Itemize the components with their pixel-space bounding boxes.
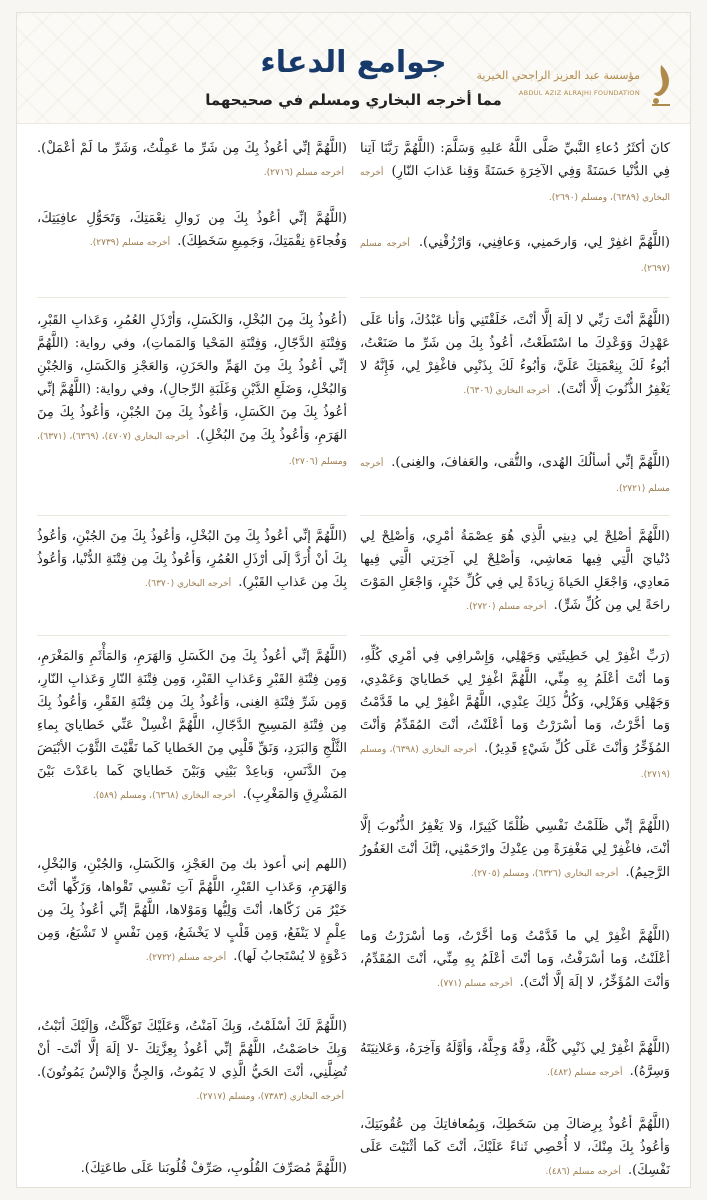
divider — [37, 515, 347, 516]
dua-text: (اللَّهُمَّ أنْتَ رَبِّي لا إلَهَ إلَّا أنْتَ، خَلَقْتَنِي وَأنا عَبْدُكَ، وَأنا عَلَى عَهْدِكَ وَوَعْدِكَ ما اسْتَطَعْتُ، أعُوذُ بِكَ مِن شَرِّ ما صَنَعْتُ، أبُوءُ لَكَ بِنِعْمَتِكَ عَلَيَّ، وَأبُوءُ لَكَ بِذَنْبِي فاغْفِرْ لِي، فَإِنَّهُ لا يَغْفِرُ الذُّنُوبَ إلَّا أنْتَ). — [360, 313, 670, 397]
hadith-reference: أخرجه مسلم (٤٨٦). — [545, 1167, 621, 1177]
dua-entry — [37, 137, 347, 185]
hadith-reference: أخرجه البخاري (٧٣٨٣)، ومسلم (٢٧١٧). — [196, 1092, 344, 1102]
dua-entry — [360, 231, 670, 281]
logo-subtitle: ABDUL AZIZ ALRAJHI FOUNDATION — [518, 89, 640, 97]
dua-text: (اللَّهُمَّ أصْلِحْ لِي دِينِي الَّذِي هُوَ عِصْمَةُ أمْرِي، وَأصْلِحْ لِي دُنْيايَ الَّتِي فِيها مَعاشِي، وَأصْلِحْ لِي آخِرَتِي الَّتِي فِيها مَعادِي، وَاجْعَلِ الحَياةَ زِيادَةً لِي فِي كُلِّ خَيْرٍ، وَاجْعَلِ المَوْتَ راحَةً لِي مِن كُلِّ شَرٍّ). — [360, 529, 670, 613]
dua-text: (اللَّهُمَّ إنِّي أعُوذُ بِكَ مِنَ الكَسَلِ وَالهَرَمِ، وَالمَأْثَمِ وَالمَغْرَمِ، وَمِن فِتْنَةِ القَبْرِ وَعَذابِ القَبْرِ، وَمِن فِتْنَةِ النّارِ وَعَذابِ النّارِ، وَمِن شَرِّ فِتْنَةِ الغِنى، وَأعُوذُ بِكَ مِن فِتْنَةِ الفَقْرِ، وَأعُوذُ بِكَ مِن فِتْنَةِ المَسِيحِ الدَّجّالِ، اللَّهُمَّ اغْسِلْ عَنِّي خَطايايَ بِماءِ الثَّلْجِ وَالبَرَدِ، وَنَقِّ قَلْبِي مِنَ الخَطايا كَما نَقَّيْتَ الثَّوْبَ الأبْيَضَ مِنَ الدَّنَسِ، وَباعِدْ بَيْنِي وَبَيْنَ خَطايايَ كَما باعَدْتَ بَيْنَ المَشْرِقِ وَالمَغْرِبِ). — [37, 649, 347, 802]
dua-entry — [360, 1113, 670, 1184]
dua-entry — [360, 925, 670, 996]
dua-text: (اللَّهُمَّ إنِّي أسألُكَ الهُدى، والتُّقى، والعَفافَ، والغِنى). — [391, 455, 670, 470]
dua-entry — [360, 645, 670, 787]
dua-entry — [37, 207, 347, 255]
page-subtitle: مما أخرجه البخاري ومسلم في صحيحهما — [205, 91, 502, 109]
hadith-reference: أخرجه مسلم (٧٧١). — [437, 979, 513, 989]
dua-entry — [360, 1037, 670, 1085]
hadith-reference: أخرجه البخاري (٦٣٠٦). — [463, 386, 550, 396]
divider — [360, 515, 670, 516]
dua-entry — [37, 1157, 347, 1180]
dua-entry — [37, 525, 347, 596]
dua-entry — [37, 1015, 347, 1109]
dua-text: (اللَّهُمَّ إنِّي أعُوذُ بِكَ مِن شَرِّ ما عَمِلْتُ، وَشَرِّ ما لَمْ أعْمَلْ). — [37, 141, 347, 156]
hadith-reference: أخرجه البخاري (٦٣٧٠). — [144, 579, 232, 589]
hadith-reference: أخرجه البخاري (٦٣٨٩)، ومسلم (٢٦٩٠). — [360, 168, 670, 203]
hadith-reference: أخرجه مسلم (٢٧٢٠). — [466, 602, 547, 612]
hadith-reference: أخرجه مسلم (٢٧٢٢). — [145, 953, 227, 963]
hadith-reference: أخرجه البخاري (٦٣٩٨)، ومسلم (٢٧١٩). — [360, 745, 670, 780]
hadith-reference: أخرجه مسلم (٢٧٣٩). — [89, 238, 171, 248]
dua-text: (اللَّهُمَّ اغفِرْ لِي، وَارحَمنِي، وَعافِنِي، وَارْزُقْنِي). — [418, 235, 670, 250]
dua-entry — [37, 645, 347, 808]
document-page — [16, 12, 691, 1188]
dua-text: (اللَّهُمَّ اغْفِرْ لِي ما قَدَّمْتُ وَما أخَّرْتُ، وَما أسْرَرْتُ وَما أعْلَنْتُ، وَما أسْرَفْتُ، وَما أنْتَ أعْلَمُ بِهِ مِنِّي، أنْتَ المُقَدِّمُ، وَأنْتَ المُؤَخِّرُ، لا إلَهَ إلَّا أنْتَ). — [360, 929, 670, 990]
header-banner — [17, 13, 690, 124]
hadith-reference: أخرجه مسلم (٢٧٢١). — [360, 459, 670, 494]
dua-entry — [360, 525, 670, 619]
divider — [360, 635, 670, 636]
divider — [37, 297, 347, 298]
dua-entry — [360, 309, 670, 403]
dua-text: (اللَّهُمَّ أعُوذُ بِرِضاكَ مِن سَخَطِكَ، وَبِمُعافاتِكَ مِن عُقُوبَتِكَ، وَأعُوذُ بِكَ مِنْكَ، لا أُحْصِي ثَناءً عَلَيْكَ، أنْتَ كَما أثْنَيْتَ عَلَى نَفْسِكَ). — [360, 1117, 670, 1178]
hadith-reference: أخرجه البخاري (٤٧٠٧)، (٦٣٦٩)، (٦٣٧١)، ومسلم (٢٧٠٦). — [37, 432, 347, 467]
dua-text: (اللَّهُمَّ إنِّي أعُوذُ بِكَ مِن زَوالِ نِعْمَتِكَ، وَتَحَوُّلِ عافِيَتِكَ، وَفُجاءَةِ نِقْمَتِكَ، وَجَمِيعِ سَخَطِكَ). — [37, 211, 347, 249]
dua-text: (اللَّهُمَّ إنِّي ظَلَمْتُ نَفْسِي ظُلْمًا كَثِيرًا، وَلا يَغْفِرُ الذُّنُوبَ إلَّا أنْتَ، فاغْفِرْ لِي مَغْفِرَةً مِن عِنْدِكَ وارْحَمْنِي، إنَّكَ أنْتَ الغَفُورُ الرَّحِيمُ). — [360, 819, 670, 880]
dua-entry — [360, 451, 670, 501]
logo-name: مؤسسة عبد العزيز الراجحي الخيرية — [476, 69, 640, 82]
divider — [37, 635, 347, 636]
divider — [360, 297, 670, 298]
hadith-reference: أخرجه البخاري (٦٣٦٨)، ومسلم (٥٨٩). — [92, 791, 236, 801]
dua-entry — [360, 137, 670, 210]
dua-text: (اللَّهُمَّ مُصَرِّفَ القُلُوبِ، صَرِّفْ قُلُوبَنا عَلَى طاعَتِكَ). — [80, 1161, 347, 1176]
dua-entry — [37, 853, 347, 970]
dua-text: (رَبِّ اغْفِرْ لِي خَطِيئَتِي وَجَهْلِي، وَإِسْرافِي فِي أمْرِي كُلِّهِ، وَما أنْتَ أعْلَمُ بِهِ مِنِّي، اللَّهُمَّ اغْفِرْ لِي خَطايايَ وَعَمْدِي، وَجَهْلِي وَهَزْلِي، وَكُلُّ ذَلِكَ عِنْدِي، اللَّهُمَّ اغْفِرْ لِي ما قَدَّمْتُ وَما أخَّرْتُ، وَما أسْرَرْتُ وَما أعْلَنْتُ، أنْتَ المُقَدِّمُ وَأنْتَ المُؤَخِّرُ وَأنْتَ عَلَى كُلِّ شَيْءٍ قَدِيرٌ). — [360, 649, 670, 756]
dua-text: كانَ أكثَرُ دُعاءِ النَّبيِّ صَلَّى اللَّهُ عَليهِ وَسَلَّمَ: (اللَّهُمَّ رَبَّنَا آتِنا فِي الدُّنْيا حَسَنَةً وَفِي الآخِرَةِ حَسَنَةً وَقِنا عَذابَ النّارِ) — [360, 141, 671, 179]
dua-text: (اللَّهُمَّ اغْفِرْ لِي ذَنْبِي كُلَّهُ، دِقَّهُ وَجِلَّهُ، وَأوَّلَهُ وَآخِرَهُ، وَعَلانِيَتَهُ وَسِرَّهُ). — [360, 1041, 670, 1079]
hadith-reference: أخرجه مسلم (٢٧١٦). — [263, 168, 344, 178]
hadith-reference: أخرجه مسلم (٤٨٢). — [547, 1068, 623, 1078]
page-title: جوامع الدعاء — [260, 45, 447, 80]
dua-text: (اللَّهُمَّ لَكَ أسْلَمْتُ، وَبِكَ آمَنْتُ، وَعَلَيْكَ تَوَكَّلْتُ، وَإلَيْكَ أنَبْتُ، وَبِكَ خاصَمْتُ، اللَّهُمَّ إنِّي أعُوذُ بِعِزَّتِكَ -لا إلَهَ إلَّا أنْتَ- أنْ تُضِلَّنِي، أنْتَ الحَيُّ الَّذِي لا يَمُوتُ، وَالجِنُّ وَالإنْسُ يَمُوتُونَ). — [37, 1019, 347, 1080]
hadith-reference: أخرجه البخاري (٦٣٢٦)، ومسلم (٢٧٠٥). — [470, 869, 619, 879]
dua-text: (أعُوذُ بِكَ مِنَ البُخْلِ، وَالكَسَلِ، وَأرْذَلِ العُمُرِ، وَعَذابِ القَبْرِ، وَفِتْنَةِ الدَّجّالِ، وَفِتْنَةِ المَحْيا وَالمَماتِ)، وفي رواية: (اللَّهُمَّ إنِّي أعُوذُ بِكَ مِنَ الهَمِّ والحَزَنِ، وَالعَجْزِ وَالكَسَلِ، وَالجُبْنِ وَالبُخْلِ، وَضَلَعِ الدَّيْنِ وَغَلَبَةِ الرِّجالِ)، وفي رواية: (اللَّهُمَّ إنِّي أعُوذُ بِكَ مِنَ الكَسَلِ، وَأعُوذُ بِكَ مِنَ الجُبْنِ، وَأعُوذُ بِكَ مِنَ الهَرَمِ، وَأعُوذُ بِكَ مِنَ البُخْلِ). — [37, 313, 347, 443]
dua-entry — [37, 309, 347, 474]
dua-text: (اللَّهُمَّ إنِّي أعُوذُ بِكَ مِنَ البُخْلِ، وَأعُوذُ بِكَ مِنَ الجُبْنِ، وَأعُوذُ بِكَ أنْ أُرَدَّ إلَى أرْذَلِ العُمُرِ، وَأعُوذُ بِكَ مِن فِتْنَةِ الدُّنْيا، وَأعُوذُ بِكَ مِن عَذابِ القَبْرِ). — [37, 529, 347, 590]
dua-text: (اللهم إني أعوذ بك مِنَ العَجْزِ، وَالكَسَلِ، وَالجُبْنِ، وَالبُخْلِ، وَالهَرَمِ، وَعَذابِ القَبْرِ، اللَّهُمَّ آتِ نَفْسِي تَقْواها، وَزَكِّها أنْتَ خَيْرُ مَن زَكّاها، أنْتَ وَلِيُّها وَمَوْلاها، اللَّهُمَّ إنِّي أعُوذُ بِكَ مِن عِلْمٍ لا يَنْفَعُ، وَمِن قَلْبٍ لا يَخْشَعُ، وَمِن نَفْسٍ لا تَشْبَعُ، وَمِن دَعْوَةٍ لا يُسْتَجابُ لَها). — [37, 857, 347, 964]
dua-entry — [360, 815, 670, 886]
hadith-reference: أخرجه مسلم (٢٦٩٧). — [360, 239, 670, 274]
